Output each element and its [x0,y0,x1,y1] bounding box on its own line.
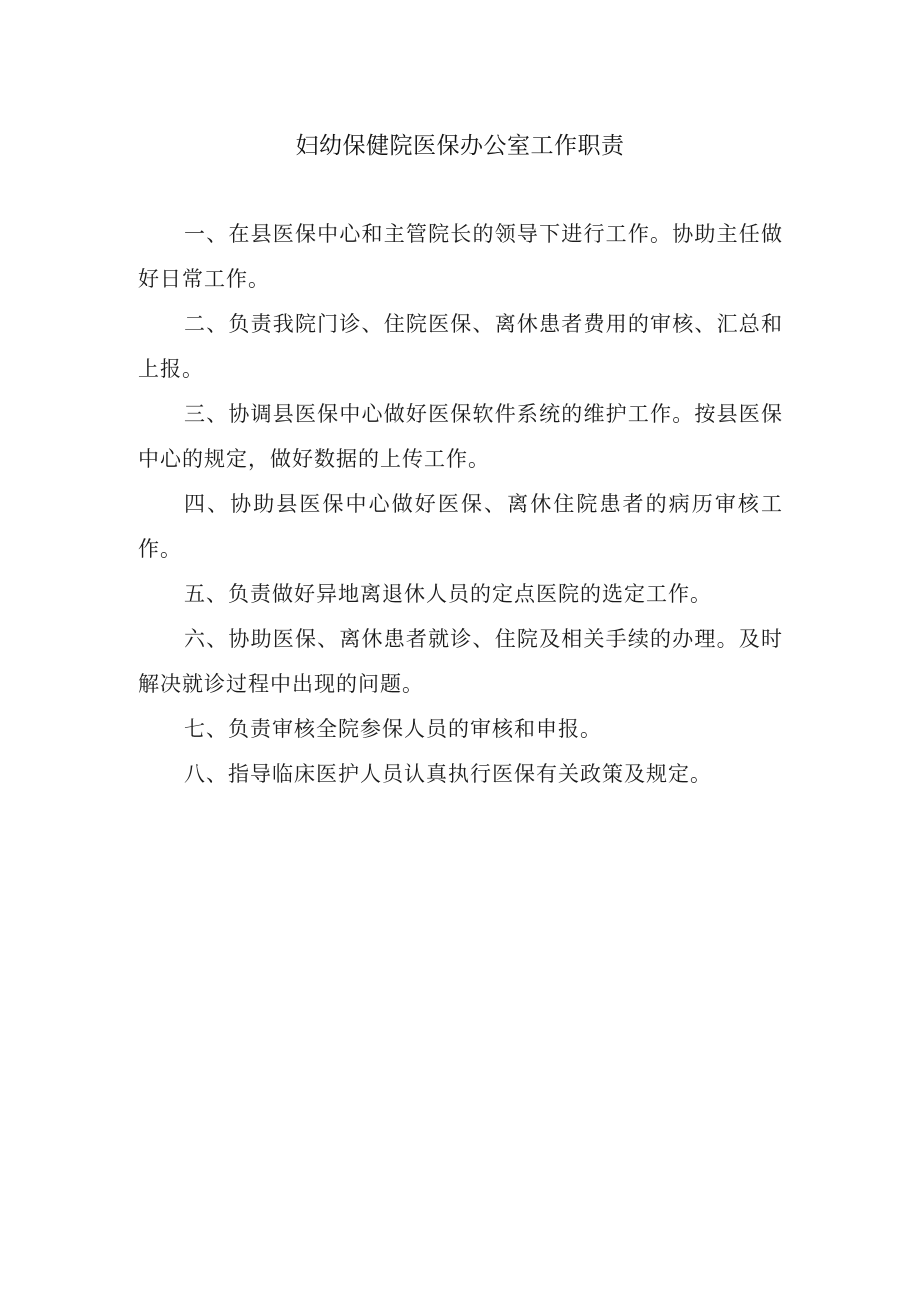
document-body [138,212,783,797]
duty-item-5: 五、负责做好异地离退休人员的定点医院的选定工作。 [184,582,712,606]
duty-item-6: 六、协助医保、离休患者就诊、住院及相关手续的办理。及时解决就诊过程中出现的问题。 [138,627,783,696]
duty-item-8: 八、指导临床医护人员认真执行医保有关政策及规定。 [184,762,712,786]
duty-item-2: 二、负责我院门诊、住院医保、离休患者费用的审核、汇总和上报。 [138,312,783,381]
duty-item-7: 七、负责审核全院参保人员的审核和申报。 [184,717,602,741]
duty-item-3: 三、协调县医保中心做好医保软件系统的维护工作。按县医保中心的规定，做好数据的上传工作。 [138,402,783,471]
duty-item-1: 一、在县医保中心和主管院长的领导下进行工作。协助主任做好日常工作。 [138,222,783,291]
duty-item-4: 四、协助县医保中心做好医保、离休住院患者的病历审核工作。 [138,492,783,561]
document-title: 妇幼保健院医保办公室工作职责 [295,133,625,159]
